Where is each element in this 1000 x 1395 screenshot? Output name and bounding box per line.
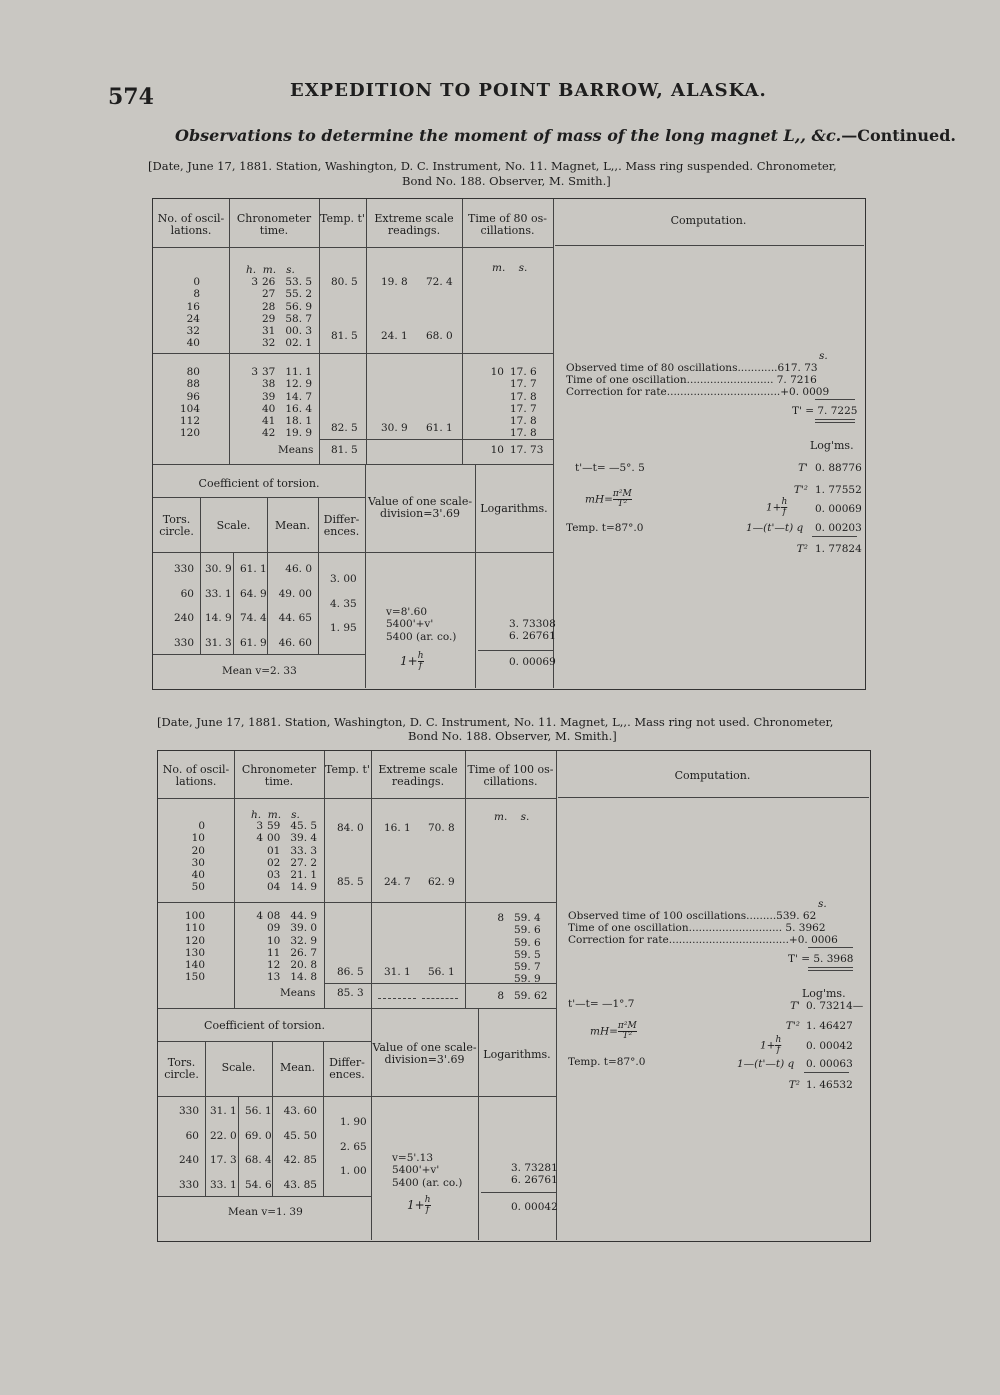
log-label-3 [760,1036,781,1055]
page-number: 574 [108,84,154,110]
time-seconds: 17. 6 17. 7 17. 8 17. 7 17. 8 17. 8 [510,366,537,440]
means-minutes: 10 [490,444,504,456]
coefficient-title: Coefficient of torsion. [198,477,320,490]
chron-hours-b: 4 [256,910,263,922]
one-plus: 1+ [407,1198,425,1212]
temp-a1: 80. 5 [331,276,358,288]
log-label-1: T' [798,462,808,474]
chron-hours-a: 3 [251,276,258,288]
running-title: EXPEDITION TO POINT BARROW, ALASKA. [290,80,767,101]
temp-a1: 84. 0 [337,822,364,834]
header-computation: Computation. [670,214,747,227]
header-differences: Differ- ences. [329,1056,365,1081]
computation-one-oscillation: Time of one oscillation.......................... 7. 7216 [566,374,817,386]
scale-b1: 31. 1 [384,966,411,978]
log-label-5: T² [788,1079,800,1091]
chron-times-b: 08 44. 9 09 39. 0 10 32. 9 11 26. 7 12 20. 8 13 14. 8 [267,910,318,984]
page-subtitle [175,126,956,145]
header-time-oscillations: Time of 80 os- cillations. [468,212,547,237]
chron-times-a: 26 53. 5 27 55. 2 28 56. 9 29 58. 7 31 00. 3 32 02. 1 [262,276,313,350]
log-value-4: 0. 00063 [806,1058,853,1070]
table-1-note-line-1: [Date, June 17, 1881. Station, Washington, D. C. Instrument, No. 11. Magnet, L,,. Mass ring suspended. Chronometer, [148,159,837,173]
log-value-4: 0. 00203 [815,522,862,534]
means-label: Means [278,444,314,456]
header-value-scale-division: Value of one scale- division=3'.69 [367,495,473,520]
chron-hours-a: 3 4 [256,820,263,845]
mean-v: Mean v=2. 33 [222,665,297,677]
header-scale-readings: Extreme scale readings. [378,763,458,788]
time-seconds: 59. 4 59. 6 59. 6 59. 5 59. 7 59. 9 [514,912,541,986]
computation-one-oscillation: Time of one oscillation............................ 5. 3962 [568,922,826,934]
scale-right-values: 61. 1 64. 9 74. 4 61. 9 [240,563,267,649]
means-label: Means [280,987,316,999]
header-mean: Mean. [280,1061,315,1074]
logarithm-values: 3. 73308 6. 26761 [509,618,556,643]
computation-observed: Observed time of 80 oscillations............617. 73 [566,362,818,374]
temp-difference: t'—t= —5°. 5 [575,462,645,474]
scale-a4: 62. 9 [428,876,455,888]
log-value-3: 0. 00069 [815,503,862,515]
chron-hours-b: 3 [251,366,258,378]
mh-formula [585,490,632,509]
log-value-1: 0. 88776 [815,462,862,474]
scale-b1: 30. 9 [381,422,408,434]
temp-a2: 81. 5 [331,330,358,342]
mh-denominator: T² [617,499,628,509]
tors-circle-values: 330 60 240 330 [178,1105,199,1191]
header-scale-readings: Extreme scale readings. [374,212,454,237]
log-label-4: 1—(t'—t) q [746,522,804,534]
computation-seconds-unit: s. [819,350,828,362]
tors-circle-values: 330 60 240 330 [173,563,194,649]
mh-denominator: T² [622,1031,633,1041]
chron-units: h. m. s. [251,809,300,821]
h-num: h [417,651,424,661]
means-time: 17. 73 [510,444,544,456]
coefficient-title: Coefficient of torsion. [204,1019,325,1032]
logms-header: Log'ms. [802,987,846,1000]
header-oscillations: No. of oscil- lations. [157,212,225,237]
temp-b: 82. 5 [331,422,358,434]
computation-T-prime: T' = 7. 7225 [792,405,858,417]
mean-values: 46. 0 49. 00 44. 65 46. 60 [278,563,312,649]
chron-units: h. m. s. [246,264,295,276]
log-value-5: 1. 77824 [815,543,862,555]
difference-values: 1. 90 2. 65 1. 00 [340,1116,367,1178]
log-label-4: 1—(t'—t) q [737,1058,795,1070]
log-value-1: 0. 73214— [806,1000,864,1012]
mean-v: Mean v=1. 39 [228,1206,303,1218]
log-label-3-den: f [782,507,787,517]
log-label-2: T'² [793,484,808,496]
scale-right-values: 56. 1 69. 0 68. 4 54. 6 [245,1105,272,1191]
mean-values: 43. 60 45. 50 42. 85 43. 85 [283,1105,317,1191]
one-plus: 1+ [400,654,418,668]
one-plus-h-over-f [400,652,424,671]
log-label-3-prefix: 1+ [760,1039,776,1052]
temp-a2: 85. 5 [337,876,364,888]
f-den: f [425,1205,430,1215]
log-label-3-den: f [776,1045,781,1055]
log-value-2: 1. 46427 [806,1020,853,1032]
computation-observed: Observed time of 100 oscillations.........539. 62 [568,910,817,922]
table-2-note-line-1: [Date, June 17, 1881. Station, Washington, D. C. Instrument, No. 11. Magnet, L,,. Mass ring not used. Chronometer, [157,715,834,729]
header-tors-circle: Tors. circle. [164,1056,199,1081]
temp-difference: t'—t= —1°.7 [568,998,635,1010]
means-temp: 85. 3 [337,987,364,999]
header-chronometer: Chronometer time. [236,212,312,237]
chron-times-a: 59 45. 5 00 39. 4 01 33. 3 02 27. 2 03 21. 1 04 14. 9 [267,820,318,894]
scale-a1: 16. 1 [384,822,411,834]
header-value-scale-division: Value of one scale- division=3'.69 [372,1041,477,1066]
log-label-3-prefix: 1+ [766,501,782,514]
header-time-oscillations: Time of 100 os- cillations. [467,763,554,788]
log-value-3: 0. 00042 [806,1040,853,1052]
header-mean: Mean. [275,519,310,532]
header-scale: Scale. [221,1061,256,1074]
f-den: f [418,661,423,671]
computation-T-prime: T' = 5. 3968 [788,953,854,965]
v-values: v=5'.13 5400'+v' 5400 (ar. co.) [392,1152,463,1189]
mh-numerator: π²M [617,1021,637,1031]
log-label-3-num: h [781,497,788,507]
log-label-1: T' [790,1000,800,1012]
scale-left-values: 31. 1 22. 0 17. 3 33. 1 [210,1105,237,1191]
difference-values: 3. 00 4. 35 1. 95 [330,573,357,635]
log-label-3-num: h [775,1035,782,1045]
log-value-5: 1. 46532 [806,1079,853,1091]
table-2-note-line-2: Bond No. 188. Observer, M. Smith.] [408,729,617,743]
log-label-3 [766,498,787,517]
header-tors-circle: Tors. circle. [159,513,194,538]
computation-seconds-unit: s. [818,898,827,910]
scale-a2: 70. 8 [428,822,455,834]
means-minutes: 8 [497,990,504,1002]
header-differences: Differ- ences. [323,513,360,538]
one-plus-h-over-f [407,1196,431,1215]
temp-t: Temp. t=87°.0 [568,1056,646,1068]
header-oscillations: No. of oscil- lations. [162,763,230,788]
header-temp: Temp. t' [325,763,370,776]
computation-correction: Correction for rate....................................+0. 0006 [568,934,838,946]
temp-b: 86. 5 [337,966,364,978]
scale-a3: 24. 7 [384,876,411,888]
logarithm-final: 0. 00069 [509,656,556,668]
log-value-2: 1. 77552 [815,484,862,496]
mh-formula [590,1022,637,1041]
v-values: v=8'.60 5400'+v' 5400 (ar. co.) [386,606,457,643]
logms-header: Log'ms. [810,439,854,452]
scale-a3: 24. 1 [381,330,408,342]
mh-label: mH= [590,1025,618,1038]
header-logarithms: Logarithms. [483,1048,551,1061]
oscillations-block-a: 0 10 20 30 40 50 [191,820,205,894]
temp-t: Temp. t=87°.0 [566,522,644,534]
computation-correction: Correction for rate..................................+0. 0009 [566,386,830,398]
mh-numerator: π²M [612,489,632,499]
header-logarithms: Logarithms. [480,502,548,515]
h-num: h [424,1195,431,1205]
logarithm-values: 3. 73281 6. 26761 [511,1162,558,1187]
header-computation: Computation. [674,769,751,782]
time-minutes: 8 [497,912,504,924]
header-scale: Scale. [216,519,251,532]
time-units: m. s. [492,262,528,274]
scale-a4: 68. 0 [426,330,453,342]
scale-left-values: 30. 9 33. 1 14. 9 31. 3 [205,563,232,649]
subtitle-text: Observations to determine the moment of mass of the long magnet L,, &c. [175,126,842,145]
scale-a1: 19. 8 [381,276,408,288]
logarithm-final: 0. 00042 [511,1201,558,1213]
subtitle-continued: —Continued. [841,126,956,145]
chron-times-b: 37 11. 1 38 12. 9 39 14. 7 40 16. 4 41 18. 1 42 19. 9 [262,366,313,440]
means-temp: 81. 5 [331,444,358,456]
oscillations-block-b: 100 110 120 130 140 150 [184,910,205,984]
header-chronometer: Chronometer time. [241,763,317,788]
scale-b2: 61. 1 [426,422,453,434]
means-time: 59. 62 [514,990,548,1002]
time-minutes: 10 [490,366,504,378]
oscillations-block-a: 0 8 16 24 32 40 [186,276,200,350]
scale-a2: 72. 4 [426,276,453,288]
log-label-2: T'² [785,1020,800,1032]
time-units: m. s. [494,811,530,823]
table-1-note-line-2: Bond No. 188. Observer, M. Smith.] [402,174,611,188]
scale-b2: 56. 1 [428,966,455,978]
header-temp: Temp. t' [320,212,365,225]
log-label-5: T² [796,543,808,555]
mh-label: mH= [585,493,613,506]
oscillations-block-b: 80 88 96 104 112 120 [179,366,200,440]
